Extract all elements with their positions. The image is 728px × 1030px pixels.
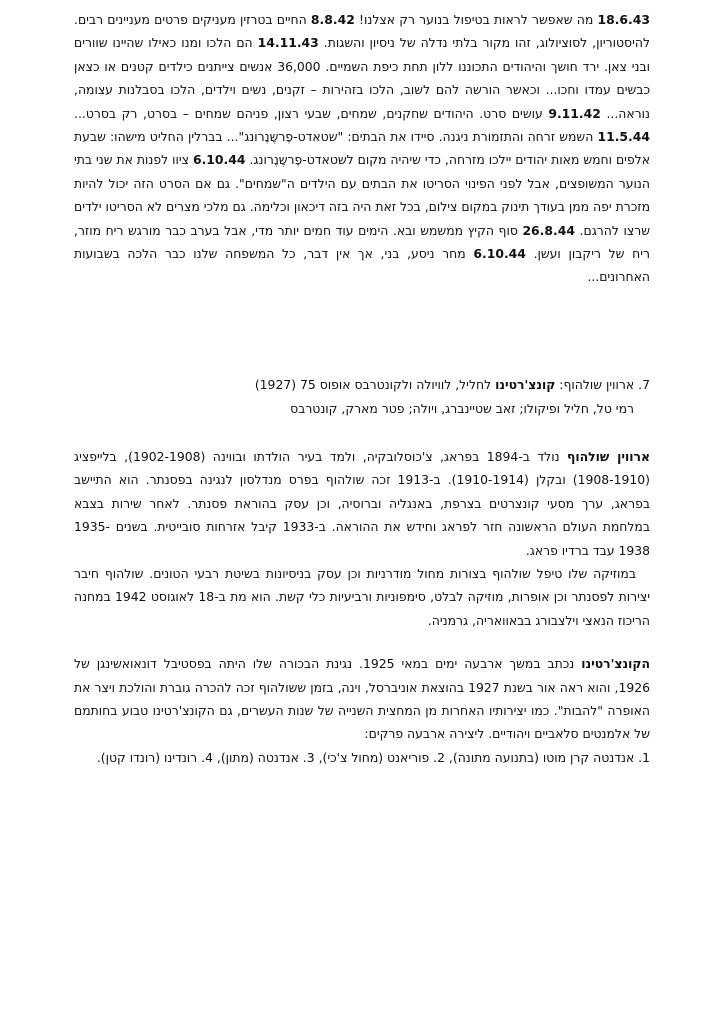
diary-text: עושים סרט. היהודים שחקנים, שמחים, שבעי רצון, פניהם שמחים – בסרט, רק בסרט...: [74, 105, 549, 121]
diary-text: הם הלכו ומנו כאילו שהיינו שוורים ובני צאן. ירד חושך והיהודים התכוננו ללון תחת כיפת השמיים. 36,000 אנשים צייתנים כילדים קטנים או כצאן כבשים עמדו וחכו... וכאשר הורשה להם לשוב, הלכו בזהירות – זקנים, נשים וילדים, הלכו בסבלנות עצומה, נוראה...: [74, 35, 651, 121]
document-page: [74, 8, 650, 769]
bio-text: נולד ב-1894 בפראג, צ'כוסלובקיה, ולמד בעיר הולדתו ובווינה (1902-1908), בלייפציג (1908-1910) ובקלן (1910-1914). ב-1913 זכה שולהוף בפרס מנדלסון לנגינה בפסנתר. הוא התיישב בפראג, ערך מסעי קונצרטים בצרפת, באנגליה וברוסיה, וכן עסק בהוראת פסנתר. לאחר שירות בצבא במלחמת העולם הראשונה חזר לפראג וחידש את ההוראה. ב-1933 קיבל אזרחות סובייטית. בשנים 1935-1938 עבד ברדיו פראג.: [74, 448, 650, 558]
diary-text: מה שאפשר לראות בטיפול בנוער רק אצלנו!: [354, 12, 598, 27]
diary-bold-text: 8.8.42: [310, 12, 355, 27]
work-text: נכתב במשך ארבעה ימים במאי 1925. נגינת הבכורה שלו היתה בפסטיבל דונאואשינגן של 1926, והוא ראה אור בשנת 1927 בהוצאת אוניברסל, וינה, בזמן ששולהוף זכה להכרה גוברת והולכת ויצר את האופרה "להבות". כמו יצירותיו האחרות מן המחצית השנייה של שנות העשרים, גם הקונצ'רטינו טבוע בחותמם של אלמנטים סלאביים ויהודיים. ליצירה ארבעה פרקים:: [74, 656, 650, 742]
diary-text: סוף הקיץ ממשמש ובא. הימים עוד חמים יותר מדי, אבל בערב כבר מורגש ריח מוזר, ריח של ריקבון ועשן.: [74, 222, 650, 262]
diary-text: החיים בטרזין מעניקים פרטים מעניינים רבים. להיסטוריון, לסוציולוג, זהו מקור בלתי נדלה של ניסיון והשגות.: [74, 12, 650, 51]
bio-bold-text: ארווין שולהוף: [567, 448, 650, 464]
diary-bold-text: 26.8.44: [522, 222, 575, 238]
diary-text: מחר ניסע, בני, אך אין דבר, כל המשפחה שלנו כבר הלכה בשבועות האחרונים...: [74, 246, 650, 285]
diary-bold-text: 6.10.44: [473, 246, 526, 262]
piece-number: 7.: [638, 376, 650, 392]
piece-performers: רמי טל, חליל ופיקולו; זאב שטיינברג, ויולה; פטר מארק, קונטרבס: [290, 400, 634, 416]
diary-text: השמש זרחה והתזמורת ניגנה. סיידו את הבתים: "שטאדט-פֶרשֶנֶרונג"... בברלין החליט מישהו: שבעת אלפים וחמש מאות יהודים יילכו מזרחה, כדי שיהיה מקום לשטאדט-פֶרשֶנֶרונג.: [74, 129, 651, 168]
section-spacer: [74, 632, 650, 652]
section-spacer: [74, 421, 650, 445]
diary-bold-text: 6.10.44: [192, 152, 246, 168]
composer-bio-paragraph: [74, 445, 650, 562]
piece-title: קונצ'רטינו: [495, 376, 556, 392]
diary-bold-text: 14.11.43: [257, 35, 319, 51]
diary-text: ציוו לפנות את שני בתי הנוער המשופצים, אבל לפני הפינוי הסריטו את הבתים עם הילדים ה"שמחים". גם אם הסרט הזה יכול להיות מזכרת יפה ממן בעודך תינוק במקום צילום, בכל זאת היה בזה דיכאון וכלימה. גם מלכי מצרים לא הסריטו ילדים שרצו להרגם.: [74, 152, 651, 238]
work-bold-text: הקונצ'רטינו: [581, 656, 650, 672]
piece-heading: 7. ארווין שולהוף: קונצ'רטינו לחליל, לוויולה ולקונטרבס אופוס 75 (1927): [254, 376, 650, 392]
movements-list: 1. אנדנטה קרן מוטו (בתנועה מתונה), 2. פוריאנט (מחול צ'כי), 3. אנדנטה (מתון), 4. רונדינו (רונדו קטן).: [96, 749, 650, 765]
section-spacer: [74, 289, 650, 373]
diary-excerpt-paragraph: [74, 8, 650, 289]
composer-music-paragraph: במוזיקה שלו טיפל שולהוף בצורות מחול מודרניות וכן עסק בניסיונות בשיטת רבעי הטונים. שולהוף חיבר יצירות לפסנתר וכן אופרות, מוזיקה לבלט, סימפוניות ורביעיות כלי קשת. הוא מת ב-18 לאוגוסט 1942 במחנה הריכוז הנאצי וילצבורג בבאוואריה, גרמניה.: [74, 565, 651, 628]
diary-bold-text: 11.5.44: [597, 129, 650, 145]
diary-bold-text: 9.11.42: [548, 105, 601, 121]
piece-composer: ארווין שולהוף: [563, 376, 635, 392]
diary-bold-text: 18.6.43: [597, 12, 650, 27]
work-description-paragraph: [74, 652, 650, 746]
piece-instrumentation: לחליל, לוויולה ולקונטרבס אופוס 75 (1927): [254, 376, 492, 392]
